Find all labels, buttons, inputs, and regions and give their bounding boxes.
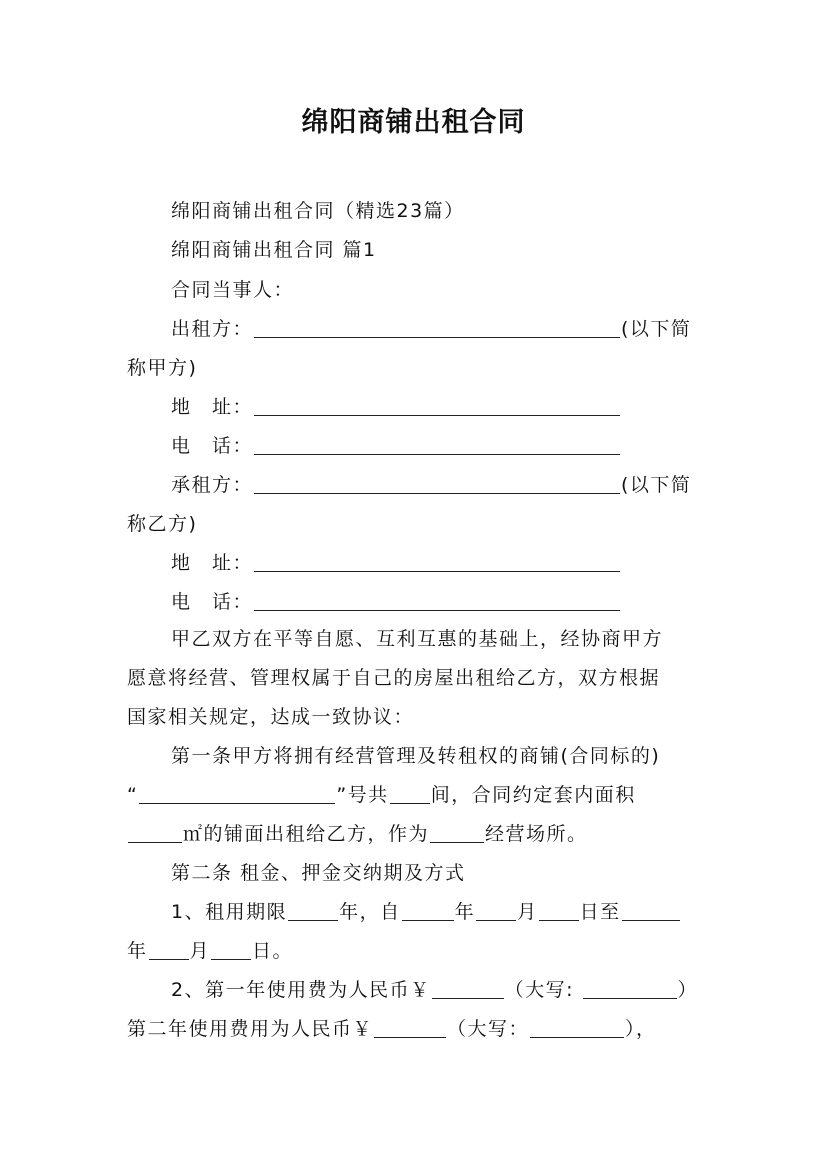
document-title: 绵阳商铺出租合同 [301,107,526,138]
fee-line-1 [171,977,711,1003]
lessor-suffix: (以下简 [621,318,692,340]
lessor-line [171,316,711,342]
parties-label: 合同当事人： [171,279,295,301]
subtitle: 绵阳商铺出租合同（精选23篇） [171,200,465,222]
lessor-address-blank[interactable] [254,395,620,416]
fee1-amount-blank[interactable] [432,978,504,999]
term-line [171,899,711,925]
fee1-close: ） [677,979,699,1001]
end-month-unit: 月 [189,940,211,962]
term-year-unit: 年，自 [339,901,401,923]
fee2-capital-blank[interactable] [530,1017,624,1038]
end-day-blank[interactable] [211,939,251,960]
use-suffix: 经营场所。 [485,823,588,845]
lessor-address-label: 地 址： [171,396,254,418]
area-unit: ㎡的铺面出租给乙方，作为 [183,823,430,845]
lessee-address-blank[interactable] [254,551,620,572]
lessor-phone-line [171,433,711,459]
lessee-phone-label: 电 话： [171,591,254,613]
fee2-amount-blank[interactable] [374,1017,446,1038]
preamble-line-2: 愿意将经营、管理权属于自己的房屋出租给乙方，双方根据 [127,667,661,689]
fee2-capital-label: （大写： [447,1018,530,1040]
fee2-prefix: 第二年使用费用为人民币￥ [127,1018,374,1040]
start-year-blank[interactable] [402,900,454,921]
quote-open: “ [127,784,139,806]
quote-close: ”号共 [336,784,389,806]
term-line-cont [127,938,707,964]
shop-count-blank[interactable] [390,783,430,804]
lessor-label: 出租方： [171,318,254,340]
lessee-suffix: (以下简 [621,474,692,496]
fee-line-2 [127,1016,707,1042]
lessee-phone-line [171,589,711,615]
preamble-line-1: 甲乙双方在平等自愿、互利互惠的基础上，经协商甲方 [171,628,664,650]
article1-line-2 [127,782,707,808]
day-to: 日至 [579,901,621,923]
lessor-phone-blank[interactable] [254,434,620,455]
lessor-address-line [171,394,711,420]
lessee-line [171,472,711,498]
end-year-unit: 年 [127,940,148,962]
lessee-phone-blank[interactable] [254,590,620,611]
preamble-line-3: 国家相关规定，达成一致协议： [127,706,415,728]
lessee-address-label: 地 址： [171,552,254,574]
article2-heading: 第二条 租金、押金交纳期及方式 [171,862,466,884]
fee1-capital-label: （大写: [504,979,582,1001]
lessor-name-blank[interactable] [254,317,620,338]
start-month-unit: 月 [517,901,538,923]
business-use-blank[interactable] [430,822,484,843]
start-day-blank[interactable] [539,900,579,921]
article1-line-3 [127,821,707,847]
start-month-blank[interactable] [476,900,516,921]
shop-number-blank[interactable] [139,783,335,804]
day-end: 日。 [252,940,294,962]
lessee-address-line [171,550,711,576]
fee1-capital-blank[interactable] [583,978,677,999]
lessor-suffix-cont: 称甲方) [127,357,198,379]
count-unit: 间，合同约定套内面积 [430,784,636,806]
end-month-blank[interactable] [149,939,189,960]
term-prefix: 1、租用期限 [171,901,288,923]
lessor-phone-label: 电 话： [171,435,254,457]
fee1-prefix: 2、第一年使用费为人民币￥ [171,979,431,1001]
term-years-blank[interactable] [288,900,338,921]
section-heading: 绵阳商铺出租合同 篇1 [171,239,377,261]
lessee-suffix-cont: 称乙方) [127,513,198,535]
lessee-label: 承租方： [171,474,254,496]
article1-line-1: 第一条甲方将拥有经营管理及转租权的商铺(合同标的) [171,745,661,767]
start-year-unit: 年 [454,901,476,923]
lessee-name-blank[interactable] [254,473,620,494]
end-year-blank[interactable] [622,900,680,921]
fee2-close: ）， [625,1018,657,1040]
area-blank[interactable] [128,822,182,843]
